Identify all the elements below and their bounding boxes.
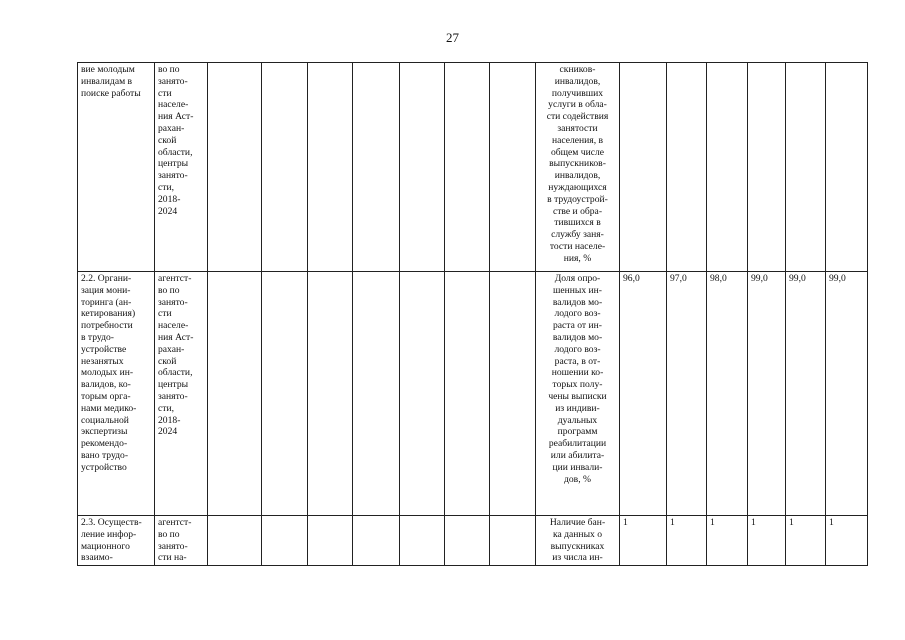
executor-cell: агентст- во по занято- сти на-	[155, 516, 208, 566]
value-cell: 98,0	[707, 272, 748, 516]
empty-cell	[208, 272, 262, 516]
empty-cell	[490, 516, 536, 566]
event-cell: 2.2. Органи- зация мони- торинга (ан- кетирования) потребности в трудо- устройстве незанятых молодых ин- валидов, ко- торым орга- нами медико- социальной экспертизы рекомендо- вано трудо- устройство	[78, 272, 155, 516]
empty-cell	[445, 63, 490, 272]
indicator-cell: скников- инвалидов, получивших услуги в обла- сти содействия занятости населения, в общем числе выпускников- инвалидов, нуждающихся в трудоустрой- стве и обра- тившихся в службу заня- тости населе- ния, %	[536, 63, 620, 272]
empty-cell	[262, 272, 308, 516]
value-cell: 1	[707, 516, 748, 566]
empty-cell	[400, 516, 445, 566]
indicator-cell: Наличие бан- ка данных о выпускниках из числа ин-	[536, 516, 620, 566]
value-cell: 1	[667, 516, 707, 566]
page-number: 27	[446, 30, 459, 45]
empty-cell	[262, 516, 308, 566]
empty-cell	[490, 272, 536, 516]
table-row	[78, 516, 868, 566]
indicator-cell: Доля опро- шенных ин- валидов мо- лодого воз- раста от ин- валидов мо- лодого воз- раста, в от- ношении ко- торых полу- чены выписки из индиви- дуальных программ реабилитации или абилита- ции инвали- дов, %	[536, 272, 620, 516]
table-row	[78, 63, 868, 272]
value-cell	[748, 63, 786, 272]
value-cell: 99,0	[786, 272, 826, 516]
value-cell	[667, 63, 707, 272]
value-cell	[620, 63, 667, 272]
empty-cell	[262, 63, 308, 272]
executor-cell: во по занято- сти населе- ния Аст- рахан- ской области, центры занято- сти, 2018- 2024	[155, 63, 208, 272]
empty-cell	[308, 516, 353, 566]
empty-cell	[445, 516, 490, 566]
empty-cell	[445, 272, 490, 516]
value-cell	[707, 63, 748, 272]
empty-cell	[308, 63, 353, 272]
value-cell: 1	[786, 516, 826, 566]
event-cell: вие молодым инвалидам в поиске работы	[78, 63, 155, 272]
value-cell: 99,0	[748, 272, 786, 516]
value-cell	[826, 63, 868, 272]
table-row	[78, 272, 868, 516]
value-cell: 1	[748, 516, 786, 566]
value-cell: 1	[826, 516, 868, 566]
empty-cell	[308, 272, 353, 516]
program-table	[77, 62, 868, 566]
event-cell: 2.3. Осуществ- ление инфор- мационного взаимо-	[78, 516, 155, 566]
value-cell: 96,0	[620, 272, 667, 516]
empty-cell	[208, 63, 262, 272]
empty-cell	[400, 63, 445, 272]
empty-cell	[353, 516, 400, 566]
empty-cell	[353, 272, 400, 516]
executor-cell: агентст- во по занято- сти населе- ния Аст- рахан- ской области, центры занято- сти, 2018- 2024	[155, 272, 208, 516]
value-cell: 99,0	[826, 272, 868, 516]
value-cell: 97,0	[667, 272, 707, 516]
empty-cell	[208, 516, 262, 566]
value-cell: 1	[620, 516, 667, 566]
empty-cell	[353, 63, 400, 272]
empty-cell	[400, 272, 445, 516]
empty-cell	[490, 63, 536, 272]
value-cell	[786, 63, 826, 272]
